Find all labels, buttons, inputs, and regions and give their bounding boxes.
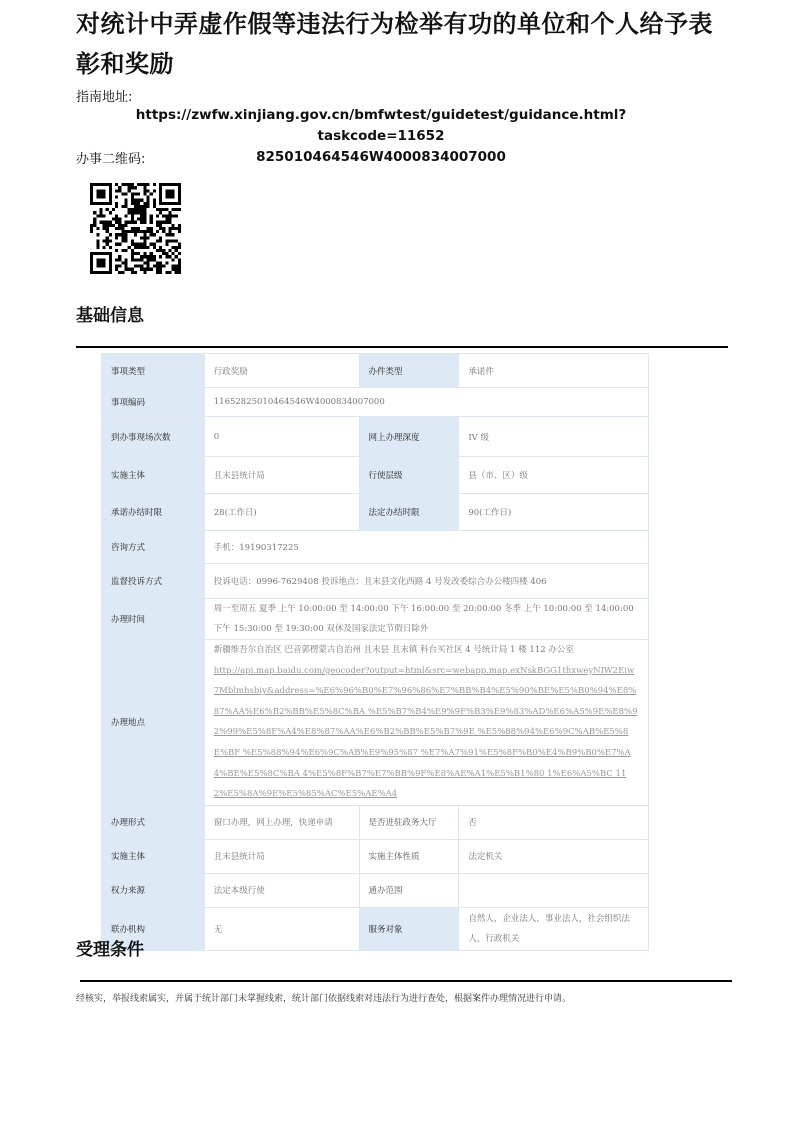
cell-value bbox=[204, 640, 648, 806]
cell-value: 11652825010464546W4000834007000 bbox=[204, 388, 648, 417]
cell-label: 通办范围 bbox=[359, 873, 459, 907]
cell-label: 咨询方式 bbox=[102, 531, 205, 564]
cell-label: 行使层级 bbox=[359, 457, 459, 494]
table-row bbox=[102, 354, 649, 388]
cell-label: 实施主体 bbox=[102, 457, 205, 494]
cell-value bbox=[459, 873, 649, 907]
cell-label: 权力来源 bbox=[102, 873, 205, 907]
table-row bbox=[102, 839, 649, 873]
address-text: 新疆维吾尔自治区 巴音郭楞蒙古自治州 且末县 且末镇 科台买社区 4 号统计局 1 楼 112 办公室 bbox=[213, 645, 574, 655]
address-map-link[interactable]: http://api.map.baidu.com/geocoder?output=html&src=webapp.map.exNskBGG1thxweyNIW2Eiw7Mblmhsbiy&address=%E6%96%B0%E7%96%86%E7%BB%B4%E5%90%BE%E5%B0%94%E8%87%AA%E6%B2%BB%E5%8C%BA %E5%B7%B4%E9%9F%B3%E9%83%AD%E6%A5%9E%E8%92%99%E5%8F%A4%E8%87%AA%E6%B2%BB%E5%B7%9E %E5%88%94%E6%9C%AB%E5%8E%BF %E5%88%94%E6%9C%AB%E9%95%87 %E7%A7%91%E5%8F%B0%E4%B9%B0%E7%A4%BE%E5%8C%BA 4%E5%8F%B7%E7%BB%9F%E8%AE%A1%E5%B1%80 1%E6%A5%BC 112%E5%8A%9E%E5%85%AC%E5%AE%A4 bbox=[213, 665, 638, 800]
table-row bbox=[102, 417, 649, 457]
qr-code-image bbox=[90, 183, 181, 274]
cell-value: 县（市、区）级 bbox=[459, 457, 649, 494]
cell-label: 办理时间 bbox=[102, 599, 205, 640]
cell-label: 网上办理深度 bbox=[359, 417, 459, 457]
table-row bbox=[102, 388, 649, 417]
acceptance-heading: 受理条件 bbox=[76, 940, 144, 960]
qr-label: 办事二维码: bbox=[76, 152, 146, 167]
cell-value: 否 bbox=[459, 805, 649, 839]
cell-label: 法定办结时限 bbox=[359, 494, 459, 531]
cell-label: 承诺办结时限 bbox=[102, 494, 205, 531]
guide-label: 指南地址: bbox=[76, 90, 133, 105]
basic-info-table bbox=[101, 353, 649, 951]
cell-value: IV 级 bbox=[459, 417, 649, 457]
cell-value: 法定本级行使 bbox=[204, 873, 359, 907]
cell-value: 手机：19190317225 bbox=[204, 531, 648, 564]
page-title: 对统计中弄虚作假等违法行为检举有功的单位和个人给予表彰和奖励 bbox=[76, 10, 713, 78]
basic-info-heading: 基础信息 bbox=[76, 306, 144, 326]
cell-value: 90(工作日) bbox=[459, 494, 649, 531]
cell-value: 法定机关 bbox=[459, 839, 649, 873]
cell-label: 是否进驻政务大厅 bbox=[359, 805, 459, 839]
cell-label: 事项编码 bbox=[102, 388, 205, 417]
acceptance-divider bbox=[80, 980, 732, 982]
cell-value: 窗口办理，网上办理，快递申请 bbox=[204, 805, 359, 839]
cell-value: 0 bbox=[204, 417, 359, 457]
table-row bbox=[102, 873, 649, 907]
table-row bbox=[102, 907, 649, 950]
cell-value: 投诉电话：0996-7629408 投诉地点：且末县文化西路 4 号发改委综合办公楼四楼 406 bbox=[204, 564, 648, 599]
cell-label: 事项类型 bbox=[102, 354, 205, 388]
cell-value: 无 bbox=[204, 907, 359, 950]
table-row bbox=[102, 599, 649, 640]
cell-value: 28(工作日) bbox=[204, 494, 359, 531]
table-row bbox=[102, 457, 649, 494]
cell-value: 周一至周五 夏季 上午 10:00:00 至 14:00:00 下午 16:00:00 至 20:00:00 冬季 上午 10:00:00 至 14:00:00 下午 15:30:00 至 19:30:00 双休及国家法定节假日除外 bbox=[204, 599, 648, 640]
acceptance-text: 经核实，举报线索属实，并属于统计部门未掌握线索，统计部门依据线索对违法行为进行查处，根据案件办理情况进行申请。 bbox=[76, 994, 572, 1004]
table-row bbox=[102, 494, 649, 531]
cell-label: 实施主体 bbox=[102, 839, 205, 873]
cell-label: 监督投诉方式 bbox=[102, 564, 205, 599]
cell-value: 自然人，企业法人，事业法人，社会组织法人，行政机关 bbox=[459, 907, 649, 950]
cell-label: 办理形式 bbox=[102, 805, 205, 839]
basic-info-divider bbox=[76, 346, 728, 348]
cell-value: 承诺件 bbox=[459, 354, 649, 388]
cell-label: 办件类型 bbox=[359, 354, 459, 388]
guide-url-line1[interactable]: https://zwfw.xinjiang.gov.cn/bmfwtest/guidetest/guidance.html?taskcode=11652 bbox=[135, 107, 627, 144]
cell-label: 联办机构 bbox=[102, 907, 205, 950]
guide-url[interactable] bbox=[76, 105, 686, 168]
table-row bbox=[102, 564, 649, 599]
cell-label: 服务对象 bbox=[359, 907, 459, 950]
cell-label: 办理地点 bbox=[102, 640, 205, 806]
table-row bbox=[102, 805, 649, 839]
table-row bbox=[102, 640, 649, 806]
guide-url-line2[interactable]: 825010464546W4000834007000 bbox=[256, 149, 506, 165]
cell-value: 行政奖励 bbox=[204, 354, 359, 388]
cell-value: 且末县统计局 bbox=[204, 457, 359, 494]
cell-label: 到办事现场次数 bbox=[102, 417, 205, 457]
cell-label: 实施主体性质 bbox=[359, 839, 459, 873]
table-row bbox=[102, 531, 649, 564]
cell-value: 且末县统计局 bbox=[204, 839, 359, 873]
